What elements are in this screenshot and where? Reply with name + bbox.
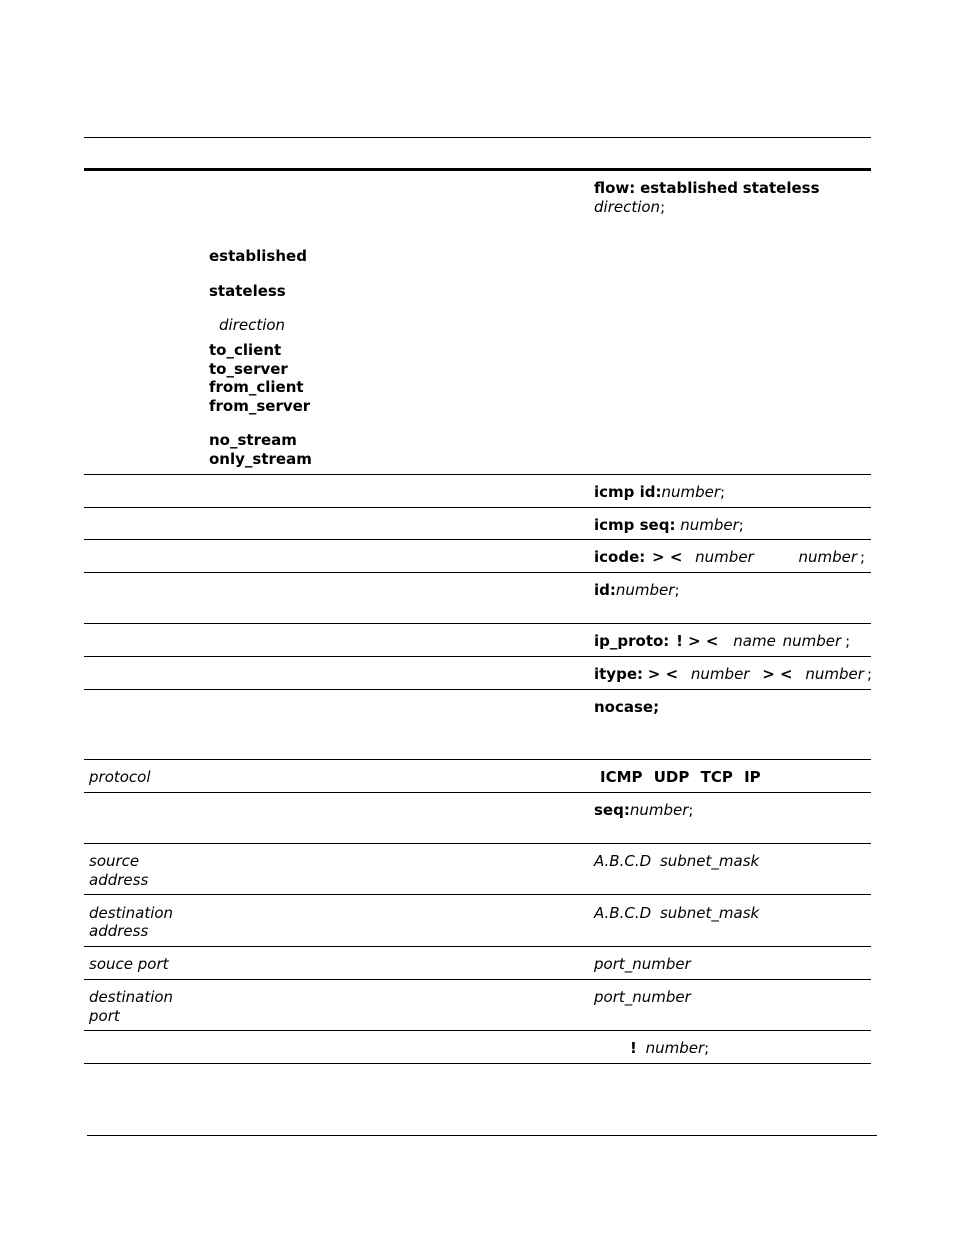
- icmp-seq-end: ;: [738, 516, 744, 534]
- icode-keyword: icode:: [594, 548, 646, 566]
- id-syntax: [594, 581, 680, 600]
- itype-ops2: > <: [762, 665, 793, 683]
- flow-direction-item: to_server: [209, 360, 288, 378]
- id-keyword: id:: [594, 581, 616, 599]
- row-divider: [84, 623, 871, 624]
- row-divider: [84, 1063, 871, 1064]
- protocol-values: [600, 768, 761, 787]
- source-port-param: port_number: [594, 955, 691, 973]
- icmp-seq-keyword: icmp seq:: [594, 516, 676, 534]
- flow-syntax-end: ;: [660, 198, 666, 216]
- row-divider: [84, 894, 871, 895]
- seq-param: number: [629, 801, 689, 819]
- ip-proto-param1: name: [733, 632, 776, 650]
- destination-port-label: port: [89, 1007, 120, 1025]
- icode-param2: number: [798, 548, 858, 566]
- icode-ops: > <: [652, 548, 683, 566]
- flow-stateless: stateless: [209, 282, 286, 300]
- flow-direction-item: from_server: [209, 397, 311, 415]
- destination-address-param1: A.B.C.D: [594, 904, 652, 922]
- ip-proto-param2: number: [782, 632, 842, 650]
- destination-port-label: destination: [89, 988, 174, 1006]
- protocol-label: protocol: [89, 768, 151, 786]
- source-address-param2: subnet_mask: [659, 852, 760, 870]
- ip-proto-ops: ! > <: [676, 632, 719, 650]
- icmp-seq-param: number: [680, 516, 739, 534]
- source-address-label: source: [89, 852, 140, 870]
- itype-end: ;: [866, 665, 872, 683]
- last-row-param: number: [645, 1039, 705, 1057]
- icmp-seq-syntax: [594, 516, 744, 535]
- icmp-id-keyword: icmp id:: [594, 483, 662, 501]
- flow-stream-item: no_stream: [209, 431, 297, 449]
- table-top-rule: [84, 168, 871, 171]
- row-divider: [84, 979, 871, 980]
- icmp-id-end: ;: [720, 483, 726, 501]
- flow-option-established: established: [640, 179, 738, 197]
- id-end: ;: [674, 581, 680, 599]
- protocol-value: UDP: [653, 768, 690, 786]
- row-divider: [84, 572, 871, 573]
- seq-syntax: [594, 801, 693, 820]
- ip-proto-syntax: [594, 632, 850, 651]
- seq-keyword: seq:: [594, 801, 630, 819]
- row-divider: [84, 689, 871, 690]
- flow-direction-item: to_client: [209, 341, 282, 359]
- row-divider: [84, 656, 871, 657]
- row-divider: [84, 539, 871, 540]
- row-divider: [84, 474, 871, 475]
- nocase-syntax: nocase;: [594, 698, 660, 716]
- flow-param-direction: direction: [594, 198, 661, 216]
- flow-stream-item: only_stream: [209, 450, 312, 468]
- itype-syntax: [594, 665, 872, 684]
- id-param: number: [615, 581, 675, 599]
- flow-keyword: flow:: [594, 179, 636, 197]
- source-address-param1: A.B.C.D: [594, 852, 652, 870]
- protocol-value: TCP: [700, 768, 733, 786]
- protocol-value: IP: [744, 768, 761, 786]
- itype-ops1: > <: [647, 665, 679, 683]
- icode-end: ;: [860, 548, 866, 566]
- icode-syntax: [594, 548, 865, 567]
- ip-proto-keyword: ip_proto:: [594, 632, 670, 650]
- row-divider: [84, 946, 871, 947]
- itype-keyword: itype:: [594, 665, 643, 683]
- row-divider: [84, 792, 871, 793]
- seq-end: ;: [688, 801, 694, 819]
- icode-param1: number: [695, 548, 754, 566]
- destination-address-label: address: [89, 922, 149, 940]
- source-port-label: souce port: [89, 955, 169, 973]
- last-row-syntax: [630, 1039, 709, 1058]
- source-address-syntax: [594, 852, 759, 871]
- destination-address-label: destination: [89, 904, 174, 922]
- icmp-id-syntax: [594, 483, 725, 502]
- row-divider: [84, 759, 871, 760]
- itype-param1: number: [690, 665, 750, 683]
- flow-established: established: [209, 247, 307, 265]
- icmp-id-param: number: [661, 483, 721, 501]
- flow-direction-label: direction: [219, 316, 286, 334]
- flow-option-stateless: stateless: [742, 179, 820, 197]
- flow-syntax-line1: [594, 179, 820, 198]
- ip-proto-end: ;: [845, 632, 851, 650]
- source-address-label: address: [89, 871, 149, 889]
- header-rule: [84, 137, 871, 138]
- row-divider: [84, 507, 871, 508]
- footer-rule: [87, 1135, 877, 1136]
- row-divider: [84, 1030, 871, 1031]
- destination-address-syntax: [594, 904, 759, 923]
- last-row-bang: !: [630, 1039, 637, 1057]
- destination-address-param2: subnet_mask: [659, 904, 760, 922]
- flow-direction-item: from_client: [209, 378, 304, 396]
- protocol-value: ICMP: [600, 768, 643, 786]
- last-row-end: ;: [704, 1039, 710, 1057]
- row-divider: [84, 843, 871, 844]
- flow-syntax-line2: [594, 198, 665, 217]
- itype-param2: number: [805, 665, 864, 683]
- destination-port-param: port_number: [594, 988, 691, 1006]
